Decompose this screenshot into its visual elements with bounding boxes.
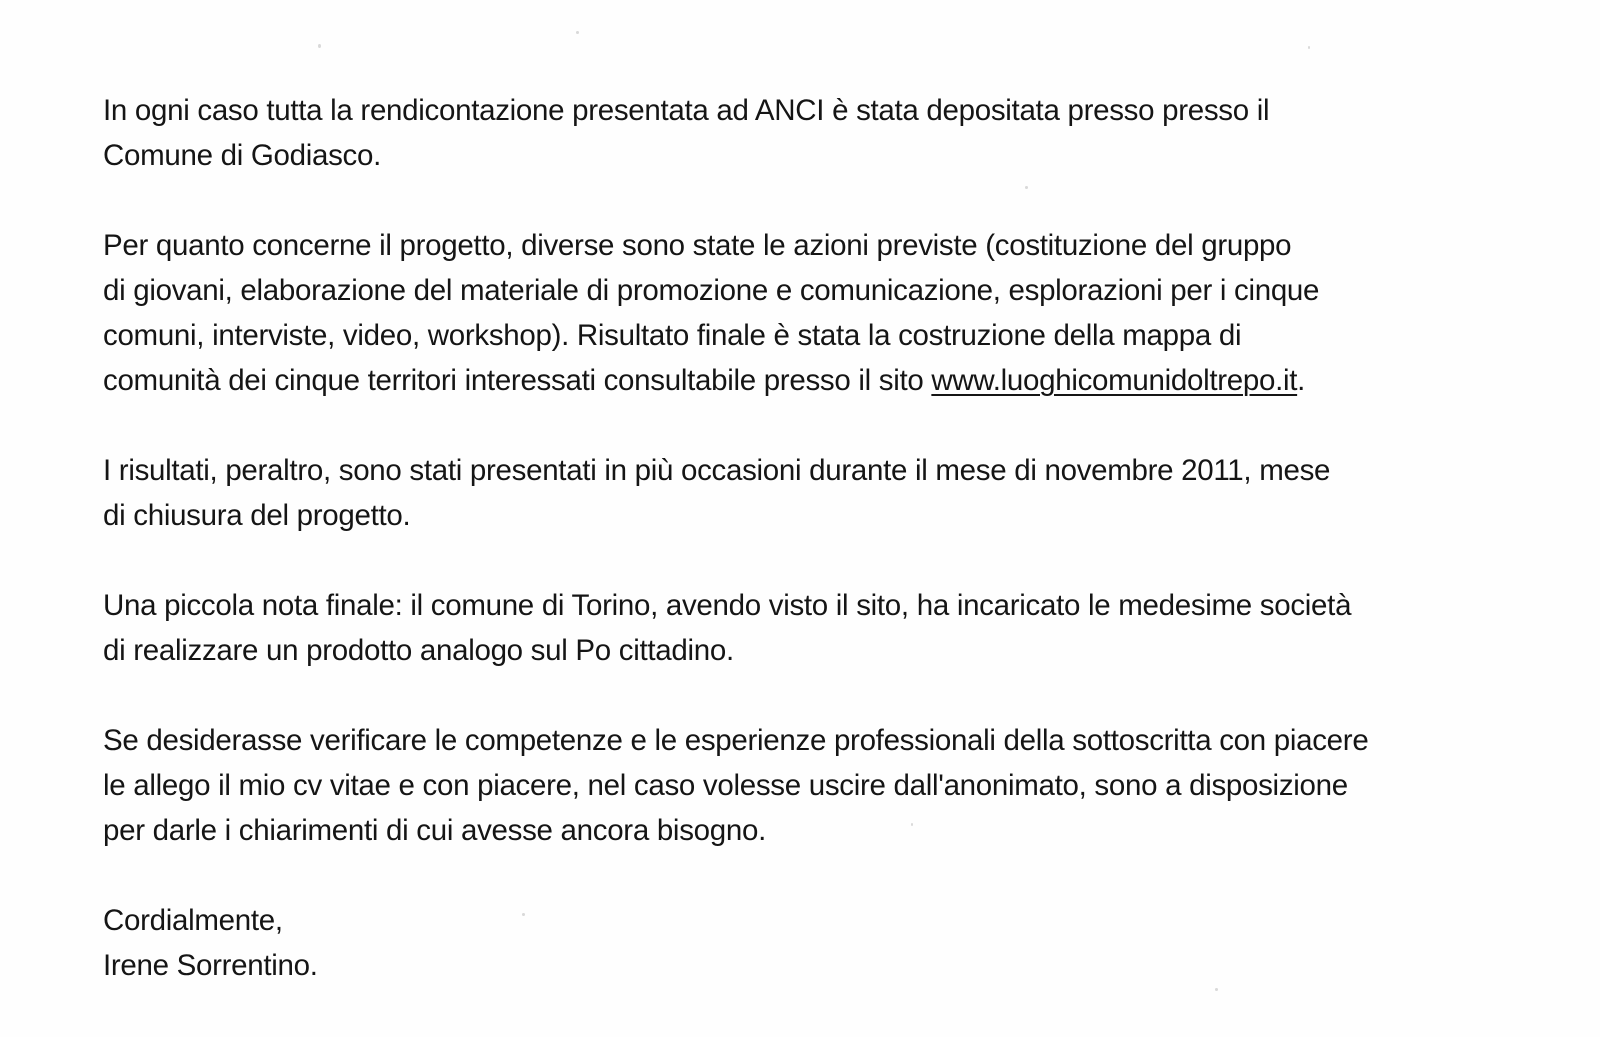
text-line xyxy=(103,133,1563,178)
text-line xyxy=(103,583,1563,628)
text-segment: . xyxy=(1297,364,1306,397)
text-segment: In ogni caso tutta la rendicontazione presentata ad ANCI è stata depositata presso presso il xyxy=(103,94,1270,127)
text-line xyxy=(103,628,1563,673)
text-segment: di chiusura del progetto. xyxy=(103,499,411,532)
scan-speck xyxy=(318,44,321,48)
scan-speck xyxy=(576,31,579,34)
text-segment: Se desiderasse verificare le competenze e le esperienze professionali della sottoscritta con piacere xyxy=(103,724,1369,757)
text-line xyxy=(103,898,1563,943)
website-link: www.luoghicomunidoltrepo.it xyxy=(931,364,1298,397)
text-segment: di realizzare un prodotto analogo sul Po cittadino. xyxy=(103,634,734,667)
paragraph xyxy=(103,88,1563,178)
text-line xyxy=(103,313,1563,358)
text-segment: Una piccola nota finale: il comune di Torino, avendo visto il sito, ha incaricato le medesime società xyxy=(103,589,1352,622)
text-segment: comuni, interviste, video, workshop). Risultato finale è stata la costruzione della mappa di xyxy=(103,319,1242,352)
text-segment: I risultati, peraltro, sono stati presentati in più occasioni durante il mese di novembre 2011, mese xyxy=(103,454,1331,487)
text-line xyxy=(103,448,1563,493)
text-line xyxy=(103,718,1563,763)
text-line xyxy=(103,88,1563,133)
paragraph xyxy=(103,898,1563,988)
text-segment: Per quanto concerne il progetto, diverse sono state le azioni previste (costituzione del gruppo xyxy=(103,229,1292,262)
text-line xyxy=(103,223,1563,268)
text-line xyxy=(103,358,1563,403)
text-line xyxy=(103,268,1563,313)
text-segment: Cordialmente, xyxy=(103,904,283,937)
paragraph xyxy=(103,583,1563,673)
text-segment: Comune di Godiasco. xyxy=(103,139,381,172)
text-line xyxy=(103,943,1563,988)
text-segment: comunità dei cinque territori interessati consultabile presso il sito xyxy=(103,364,932,397)
text-segment: per darle i chiarimenti di cui avesse ancora bisogno. xyxy=(103,814,766,847)
paragraph xyxy=(103,223,1563,403)
text-segment: di giovani, elaborazione del materiale di promozione e comunicazione, esplorazioni per i cinque xyxy=(103,274,1320,307)
text-segment: le allego il mio cv vitae e con piacere, nel caso volesse uscire dall'anonimato, sono a disposizione xyxy=(103,769,1348,802)
letter-body xyxy=(103,88,1563,1033)
paragraph xyxy=(103,718,1563,853)
text-segment: Irene Sorrentino. xyxy=(103,949,318,982)
text-line xyxy=(103,763,1563,808)
text-line xyxy=(103,808,1563,853)
paragraph xyxy=(103,448,1563,538)
scan-speck xyxy=(1308,46,1310,49)
text-line xyxy=(103,493,1563,538)
